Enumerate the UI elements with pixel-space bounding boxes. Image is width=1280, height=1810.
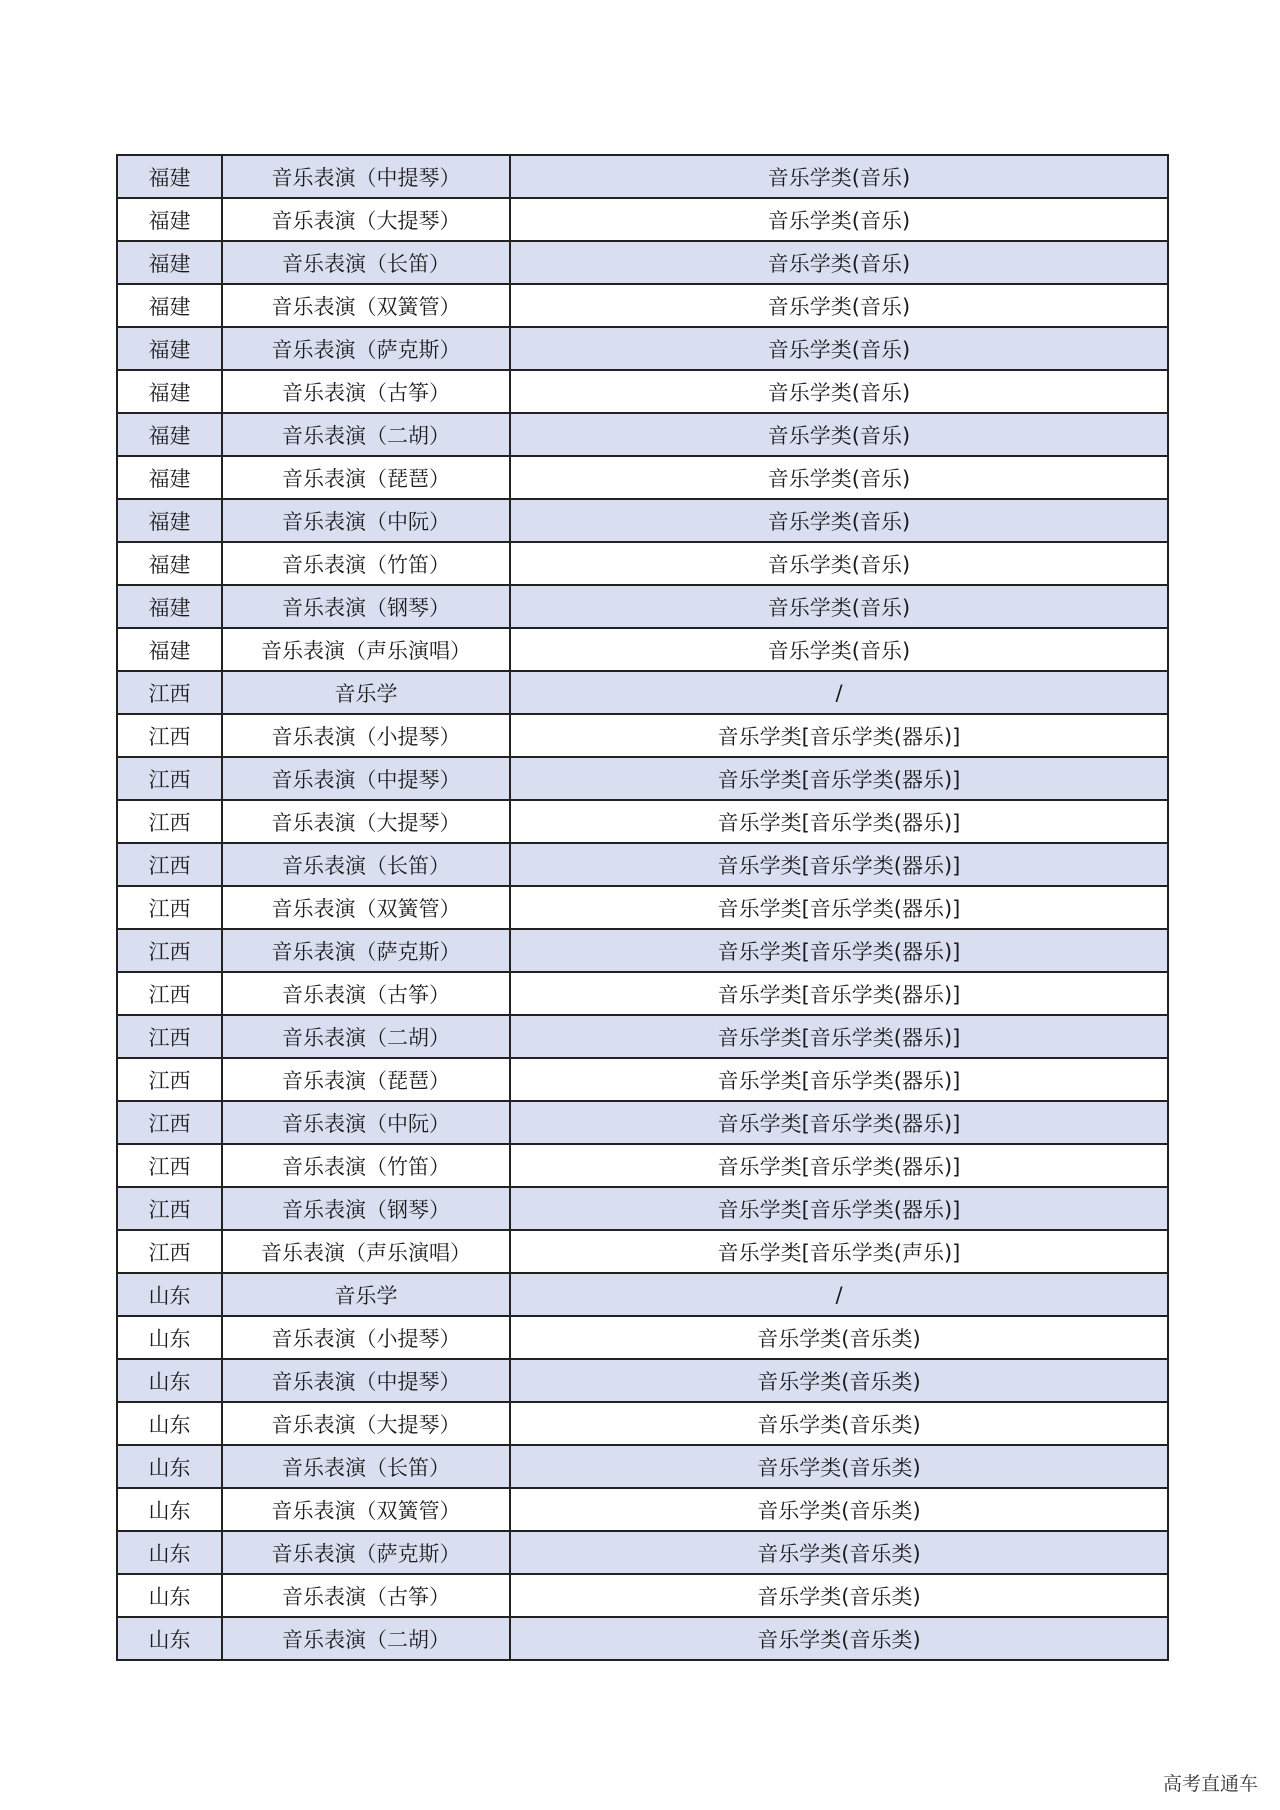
province-cell: 山东 — [117, 1359, 222, 1402]
category-cell: 音乐学类[音乐学类(器乐)] — [510, 800, 1168, 843]
category-cell: 音乐学类(音乐) — [510, 284, 1168, 327]
category-cell: 音乐学类[音乐学类(器乐)] — [510, 714, 1168, 757]
table-row — [117, 628, 1168, 671]
admission-table — [116, 154, 1169, 1661]
watermark-label: 高考直通车 — [1162, 1773, 1258, 1795]
category-cell: 音乐学类(音乐类) — [510, 1359, 1168, 1402]
category-cell: 音乐学类[音乐学类(器乐)] — [510, 886, 1168, 929]
category-cell: 音乐学类[音乐学类(器乐)] — [510, 843, 1168, 886]
province-cell: 福建 — [117, 456, 222, 499]
category-cell: 音乐学类(音乐) — [510, 499, 1168, 542]
major-cell: 音乐表演（竹笛） — [222, 1144, 510, 1187]
category-cell: / — [510, 671, 1168, 714]
major-cell: 音乐表演（双簧管） — [222, 284, 510, 327]
table-row — [117, 370, 1168, 413]
category-cell: 音乐学类(音乐) — [510, 370, 1168, 413]
table-row — [117, 456, 1168, 499]
admission-table-container — [116, 154, 1167, 1661]
table-row — [117, 671, 1168, 714]
province-cell: 江西 — [117, 886, 222, 929]
major-cell: 音乐表演（双簧管） — [222, 1488, 510, 1531]
category-cell: 音乐学类(音乐) — [510, 241, 1168, 284]
province-cell: 福建 — [117, 241, 222, 284]
category-cell: 音乐学类(音乐类) — [510, 1402, 1168, 1445]
major-cell: 音乐表演（声乐演唱） — [222, 628, 510, 671]
table-row — [117, 1101, 1168, 1144]
table-row — [117, 1445, 1168, 1488]
table-row — [117, 886, 1168, 929]
major-cell: 音乐表演（钢琴） — [222, 585, 510, 628]
province-cell: 江西 — [117, 843, 222, 886]
major-cell: 音乐表演（中提琴） — [222, 1359, 510, 1402]
province-cell: 福建 — [117, 413, 222, 456]
table-row — [117, 1144, 1168, 1187]
table-body — [117, 155, 1168, 1660]
province-cell: 福建 — [117, 198, 222, 241]
category-cell: 音乐学类[音乐学类(器乐)] — [510, 1144, 1168, 1187]
table-row — [117, 1359, 1168, 1402]
major-cell: 音乐表演（二胡） — [222, 1617, 510, 1660]
province-cell: 江西 — [117, 757, 222, 800]
category-cell: 音乐学类[音乐学类(器乐)] — [510, 1187, 1168, 1230]
major-cell: 音乐表演（竹笛） — [222, 542, 510, 585]
table-row — [117, 843, 1168, 886]
table-row — [117, 155, 1168, 198]
province-cell: 江西 — [117, 714, 222, 757]
table-row — [117, 1574, 1168, 1617]
category-cell: 音乐学类(音乐类) — [510, 1488, 1168, 1531]
major-cell: 音乐表演（琵琶） — [222, 1058, 510, 1101]
category-cell: 音乐学类(音乐类) — [510, 1574, 1168, 1617]
province-cell: 山东 — [117, 1531, 222, 1574]
major-cell: 音乐表演（长笛） — [222, 241, 510, 284]
major-cell: 音乐表演（琵琶） — [222, 456, 510, 499]
major-cell: 音乐学 — [222, 671, 510, 714]
major-cell: 音乐表演（萨克斯） — [222, 327, 510, 370]
table-row — [117, 757, 1168, 800]
table-row — [117, 1015, 1168, 1058]
table-row — [117, 1316, 1168, 1359]
category-cell: 音乐学类[音乐学类(器乐)] — [510, 929, 1168, 972]
province-cell: 江西 — [117, 1101, 222, 1144]
category-cell: 音乐学类[音乐学类(声乐)] — [510, 1230, 1168, 1273]
major-cell: 音乐表演（中提琴） — [222, 757, 510, 800]
major-cell: 音乐表演（萨克斯） — [222, 1531, 510, 1574]
major-cell: 音乐表演（双簧管） — [222, 886, 510, 929]
province-cell: 江西 — [117, 1058, 222, 1101]
province-cell: 福建 — [117, 542, 222, 585]
province-cell: 山东 — [117, 1402, 222, 1445]
major-cell: 音乐表演（长笛） — [222, 843, 510, 886]
category-cell: 音乐学类[音乐学类(器乐)] — [510, 972, 1168, 1015]
major-cell: 音乐表演（钢琴） — [222, 1187, 510, 1230]
province-cell: 山东 — [117, 1316, 222, 1359]
table-row — [117, 1058, 1168, 1101]
category-cell: 音乐学类(音乐类) — [510, 1316, 1168, 1359]
table-row — [117, 1617, 1168, 1660]
major-cell: 音乐表演（古筝） — [222, 370, 510, 413]
major-cell: 音乐表演（小提琴） — [222, 1316, 510, 1359]
category-cell: 音乐学类(音乐) — [510, 413, 1168, 456]
province-cell: 江西 — [117, 1015, 222, 1058]
table-row — [117, 929, 1168, 972]
province-cell: 福建 — [117, 327, 222, 370]
major-cell: 音乐表演（大提琴） — [222, 198, 510, 241]
province-cell: 江西 — [117, 972, 222, 1015]
table-row — [117, 499, 1168, 542]
table-row — [117, 800, 1168, 843]
major-cell: 音乐表演（大提琴） — [222, 800, 510, 843]
major-cell: 音乐表演（大提琴） — [222, 1402, 510, 1445]
province-cell: 山东 — [117, 1617, 222, 1660]
category-cell: 音乐学类(音乐) — [510, 456, 1168, 499]
province-cell: 江西 — [117, 929, 222, 972]
major-cell: 音乐表演（声乐演唱） — [222, 1230, 510, 1273]
table-row — [117, 284, 1168, 327]
category-cell: 音乐学类(音乐) — [510, 155, 1168, 198]
table-row — [117, 1531, 1168, 1574]
major-cell: 音乐表演（萨克斯） — [222, 929, 510, 972]
province-cell: 山东 — [117, 1273, 222, 1316]
table-row — [117, 241, 1168, 284]
major-cell: 音乐表演（二胡） — [222, 413, 510, 456]
category-cell: 音乐学类(音乐) — [510, 542, 1168, 585]
province-cell: 山东 — [117, 1574, 222, 1617]
province-cell: 福建 — [117, 284, 222, 327]
major-cell: 音乐表演（古筝） — [222, 1574, 510, 1617]
table-row — [117, 542, 1168, 585]
table-row — [117, 1273, 1168, 1316]
province-cell: 福建 — [117, 499, 222, 542]
major-cell: 音乐表演（中提琴） — [222, 155, 510, 198]
category-cell: 音乐学类(音乐类) — [510, 1617, 1168, 1660]
province-cell: 山东 — [117, 1445, 222, 1488]
major-cell: 音乐表演（长笛） — [222, 1445, 510, 1488]
category-cell: 音乐学类(音乐) — [510, 327, 1168, 370]
province-cell: 江西 — [117, 1144, 222, 1187]
province-cell: 福建 — [117, 628, 222, 671]
major-cell: 音乐表演（小提琴） — [222, 714, 510, 757]
table-row — [117, 972, 1168, 1015]
table-row — [117, 585, 1168, 628]
table-row — [117, 198, 1168, 241]
category-cell: 音乐学类(音乐) — [510, 628, 1168, 671]
category-cell: 音乐学类(音乐类) — [510, 1445, 1168, 1488]
major-cell: 音乐表演（古筝） — [222, 972, 510, 1015]
category-cell: 音乐学类[音乐学类(器乐)] — [510, 1015, 1168, 1058]
province-cell: 福建 — [117, 155, 222, 198]
major-cell: 音乐表演（中阮） — [222, 499, 510, 542]
province-cell: 江西 — [117, 1187, 222, 1230]
table-row — [117, 1187, 1168, 1230]
major-cell: 音乐表演（二胡） — [222, 1015, 510, 1058]
province-cell: 山东 — [117, 1488, 222, 1531]
table-row — [117, 714, 1168, 757]
category-cell: 音乐学类[音乐学类(器乐)] — [510, 1058, 1168, 1101]
province-cell: 江西 — [117, 1230, 222, 1273]
province-cell: 福建 — [117, 370, 222, 413]
table-row — [117, 413, 1168, 456]
province-cell: 江西 — [117, 671, 222, 714]
category-cell: 音乐学类(音乐) — [510, 585, 1168, 628]
category-cell: / — [510, 1273, 1168, 1316]
table-row — [117, 1488, 1168, 1531]
major-cell: 音乐表演（中阮） — [222, 1101, 510, 1144]
table-row — [117, 327, 1168, 370]
major-cell: 音乐学 — [222, 1273, 510, 1316]
table-row — [117, 1402, 1168, 1445]
province-cell: 福建 — [117, 585, 222, 628]
category-cell: 音乐学类(音乐) — [510, 198, 1168, 241]
category-cell: 音乐学类(音乐类) — [510, 1531, 1168, 1574]
table-row — [117, 1230, 1168, 1273]
category-cell: 音乐学类[音乐学类(器乐)] — [510, 757, 1168, 800]
province-cell: 江西 — [117, 800, 222, 843]
category-cell: 音乐学类[音乐学类(器乐)] — [510, 1101, 1168, 1144]
